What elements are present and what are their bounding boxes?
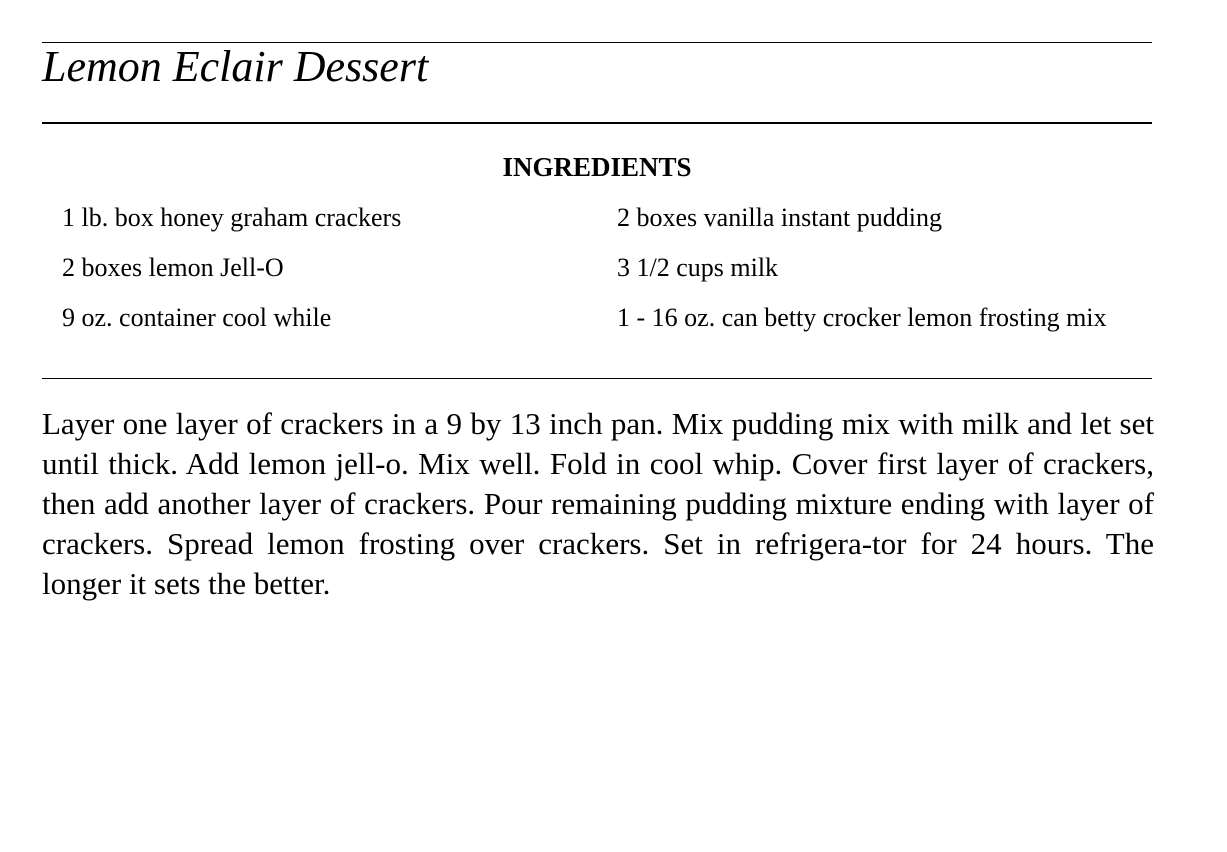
ingredients-heading: INGREDIENTS: [502, 152, 692, 182]
recipe-directions: Layer one layer of crackers in a 9 by 13 inch pan. Mix pudding mix with milk and let set until thick. Add lemon jell-o. Mix well. Fold in cool whip. Cover first layer of crackers, then add another layer of crackers. Pour remaining pudding mixture ending with layer of crackers. Spread lemon frosting over crackers. Set in refrigera-tor for 24 hours. The longer it sets the better.: [42, 406, 1154, 601]
recipe-title: Lemon Eclair Dessert: [42, 42, 429, 91]
ingredients-list: [62, 200, 1152, 336]
ingredients-rule: [42, 378, 1152, 379]
ingredient-item: 3 1/2 cups milk: [617, 253, 779, 282]
ingredient-item: 9 oz. container cool while: [62, 303, 332, 332]
title-rule: [42, 122, 1152, 124]
ingredient-item: 2 boxes lemon Jell-O: [62, 253, 284, 282]
ingredient-item: 1 lb. box honey graham crackers: [62, 203, 402, 232]
ingredient-item: 2 boxes vanilla instant pudding: [617, 203, 942, 232]
ingredient-item: 1 - 16 oz. can betty crocker lemon frosting mix: [617, 303, 1107, 332]
